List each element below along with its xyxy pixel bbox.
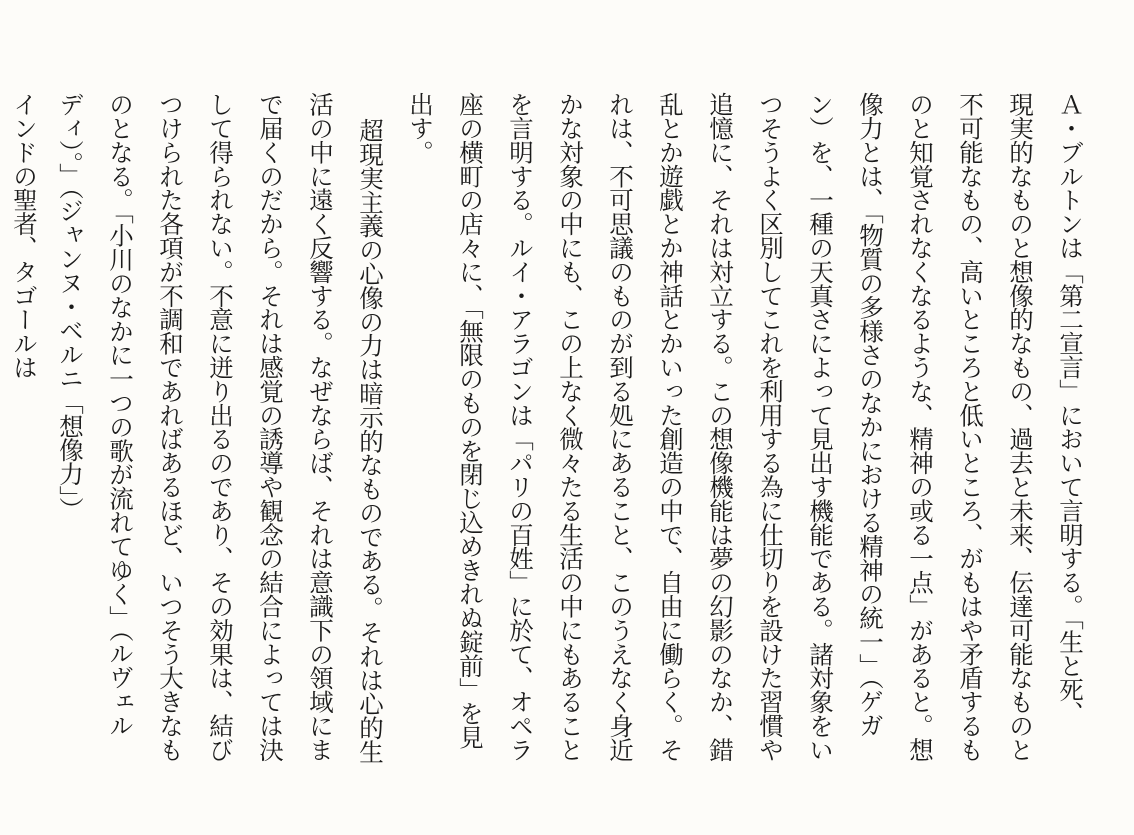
text-column: かな対象の中にも、この上なく微々たる生活の中にもあること bbox=[556, 92, 585, 762]
text-column: 超現実主義の心像の力は暗示的なものである。それは心的生 bbox=[356, 118, 385, 764]
text-column: 追憶に、それは対立する。この想像機能は夢の幻影のなか、錯 bbox=[706, 92, 735, 762]
text-column: れは、不可思議のものが到る処にあること、このうえなく身近 bbox=[606, 92, 635, 762]
text-column: つけられた各項が不調和であればあるほど、いつそう大きなも bbox=[156, 92, 185, 762]
text-column: 現実的なものと想像的なもの、過去と未来、伝達可能なものと bbox=[1006, 92, 1035, 762]
text-column: のとなる。「小川のなかに一つの歌が流れてゆく」（ルヴェル bbox=[106, 92, 135, 737]
text-column: 乱とか遊戯とか神話とかいった創造の中で、自由に働らく。そ bbox=[656, 92, 685, 762]
text-column: 座の横町の店々に、「無限のものを閉じ込めきれぬ錠前」を見 bbox=[456, 92, 485, 749]
text-column: 不可能なもの、高いところと低いところ、がもはや矛盾するも bbox=[956, 92, 985, 762]
text-column: ディ）。」（ジャンヌ・ベルニ「想像力」） bbox=[56, 92, 85, 522]
text-column: Ａ・ブルトンは「第二宣言」において言明する。「生と死、 bbox=[1056, 92, 1085, 726]
text-column: ン）を、一種の天真さによって見出す機能である。諸対象をい bbox=[806, 92, 835, 762]
text-column: で届くのだから。それは感覚の誘導や観念の結合によっては決 bbox=[256, 92, 285, 762]
text-column: 出す。 bbox=[406, 92, 435, 164]
text-column: を言明する。ルイ・アラゴンは「パリの百姓」に於て、オペラ bbox=[506, 92, 535, 762]
text-column: インドの聖者、タゴールは bbox=[10, 92, 39, 379]
text-column: 活の中に遠く反響する。なぜならば、それは意識下の領域にま bbox=[306, 92, 335, 762]
text-column: つそうよく区別してこれを利用する為に仕切りを設けた習慣や bbox=[756, 92, 785, 762]
text-column: して得られない。不意に迸り出るのであり、その効果は、結び bbox=[206, 92, 235, 762]
text-column: 像力とは、「物質の多様さのなかにおける精神の統一」（ゲガ bbox=[856, 92, 885, 737]
text-column: のと知覚されなくなるような、精神の或る一点」があると。想 bbox=[906, 92, 935, 762]
